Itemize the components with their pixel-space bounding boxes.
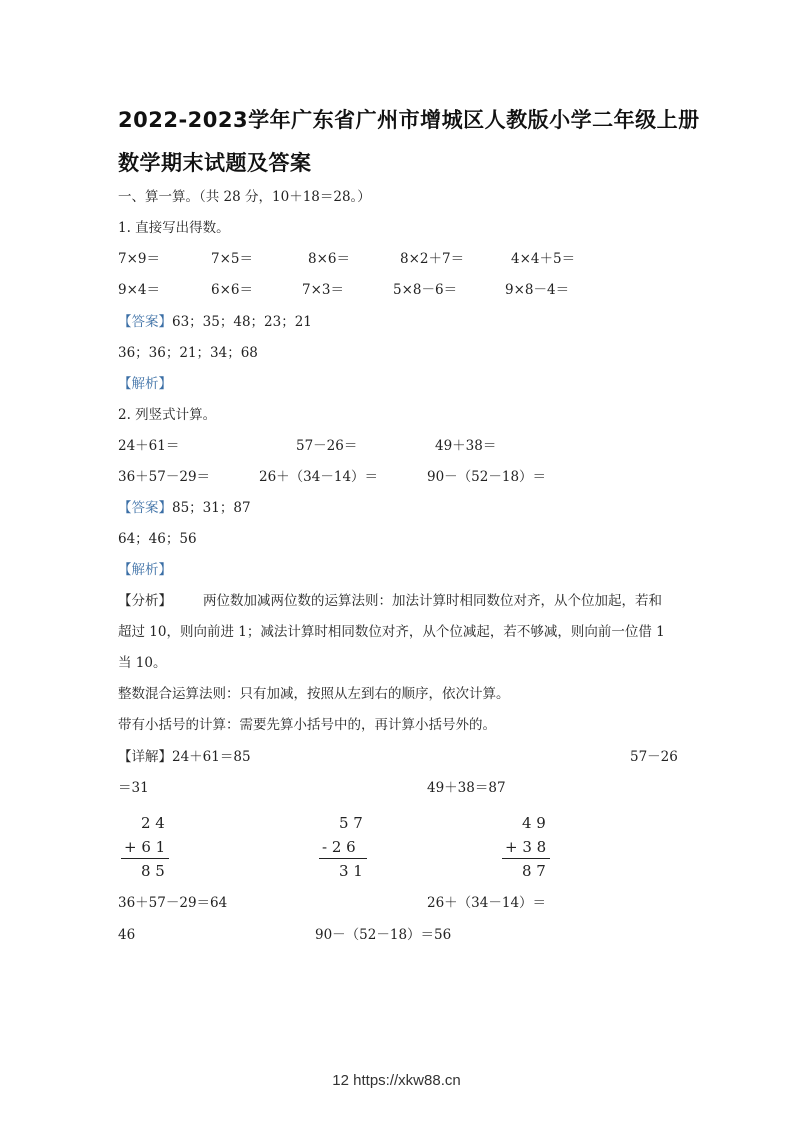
detail-eq-3: 49＋38＝87 — [427, 780, 506, 796]
vertical-2-top: 5 7 — [339, 814, 363, 832]
q2-answer-values-2: 64；46；56 — [118, 531, 197, 547]
vertical-3-bot: 8 7 — [522, 862, 546, 880]
detail-eq-5-start: 26＋（34－14）＝ — [427, 895, 547, 911]
detail-tag: 【详解】 — [118, 749, 172, 765]
q1-r1-c4: 8×2＋7＝ — [400, 251, 465, 267]
detail-eq-2-start: 57－26 — [630, 749, 678, 765]
q1-r1-c3: 8×6＝ — [308, 251, 350, 267]
vertical-3-rule — [502, 858, 550, 859]
answer-tag: 【答案】 — [118, 500, 172, 516]
document-title-line1: 2022-2023学年广东省广州市增城区人教版小学二年级上册 — [118, 108, 700, 132]
q1-r1-c2: 7×5＝ — [211, 251, 253, 267]
q2-r2-c3: 90－（52－18）＝ — [427, 469, 547, 485]
fenxi-tag: 【分析】 — [118, 593, 172, 609]
q1-r2-c3: 7×3＝ — [302, 282, 344, 298]
mixed-rule-text: 整数混合运算法则：只有加减，按照从左到右的顺序，依次计算。 — [118, 686, 510, 702]
section-heading: 一、算一算。（共 28 分，10＋18＝28。） — [118, 189, 371, 205]
q1-r2-c2: 6×6＝ — [211, 282, 253, 298]
q1-analysis-tag: 【解析】 — [118, 376, 172, 392]
vertical-3-mid: + 3 8 — [505, 838, 547, 856]
vertical-2-mid: - 2 6 — [322, 838, 356, 856]
vertical-1-rule — [121, 858, 169, 859]
vertical-1-top: 2 4 — [141, 814, 165, 832]
bracket-rule-text: 带有小括号的计算：需要先算小括号中的，再计算小括号外的。 — [118, 717, 496, 733]
detail-line-1 — [118, 748, 251, 766]
fenxi-line-1: 两位数加减两位数的运算法则：加法计算时相同数位对齐，从个位加起，若和 — [203, 593, 662, 609]
question-2-label: 2. 列竖式计算。 — [118, 407, 217, 423]
q1-r2-c4: 5×8－6＝ — [393, 282, 458, 298]
vertical-2-rule — [319, 858, 367, 859]
q2-r2-c2: 26＋（34－14）＝ — [259, 469, 379, 485]
answer-tag: 【答案】 — [118, 314, 172, 330]
q2-answer — [118, 499, 251, 517]
q2-r1-c3: 49＋38＝ — [435, 438, 497, 454]
detail-eq-4: 36＋57－29＝64 — [118, 895, 228, 911]
q1-r1-c5: 4×4＋5＝ — [511, 251, 576, 267]
fenxi-line-2: 超过 10，则向前进 1；减法计算时相同数位对齐，从个位减起，若不够减，则向前一位借 1 — [118, 624, 665, 640]
q1-r1-c1: 7×9＝ — [118, 251, 160, 267]
q1-answer-values-2: 36；36；21；34；68 — [118, 345, 258, 361]
detail-eq-2-end: ＝31 — [118, 780, 149, 796]
vertical-2-bot: 3 1 — [339, 862, 363, 880]
vertical-3-top: 4 9 — [522, 814, 546, 832]
q1-r2-c5: 9×8－4＝ — [505, 282, 570, 298]
vertical-1-mid: + 6 1 — [124, 838, 166, 856]
q2-r1-c1: 24＋61＝ — [118, 438, 180, 454]
detail-eq-6: 90－（52－18）＝56 — [315, 927, 452, 943]
vertical-1-bot: 8 5 — [141, 862, 165, 880]
q2-r2-c1: 36＋57－29＝ — [118, 469, 211, 485]
page-footer: 12 https://xkw88.cn — [332, 1072, 461, 1089]
fenxi-line-3: 当 10。 — [118, 655, 167, 671]
question-1-label: 1. 直接写出得数。 — [118, 220, 230, 236]
q1-answer — [118, 313, 312, 331]
q1-r2-c1: 9×4＝ — [118, 282, 160, 298]
q2-analysis-tag: 【解析】 — [118, 562, 172, 578]
detail-eq-5-end: 46 — [118, 927, 136, 943]
q1-answer-values-1: 63；35；48；23；21 — [172, 314, 312, 330]
detail-eq-1: 24＋61＝85 — [172, 749, 251, 765]
q2-r1-c2: 57－26＝ — [296, 438, 358, 454]
document-title-line2: 数学期末试题及答案 — [118, 151, 312, 175]
q2-answer-values-1: 85；31；87 — [172, 500, 251, 516]
